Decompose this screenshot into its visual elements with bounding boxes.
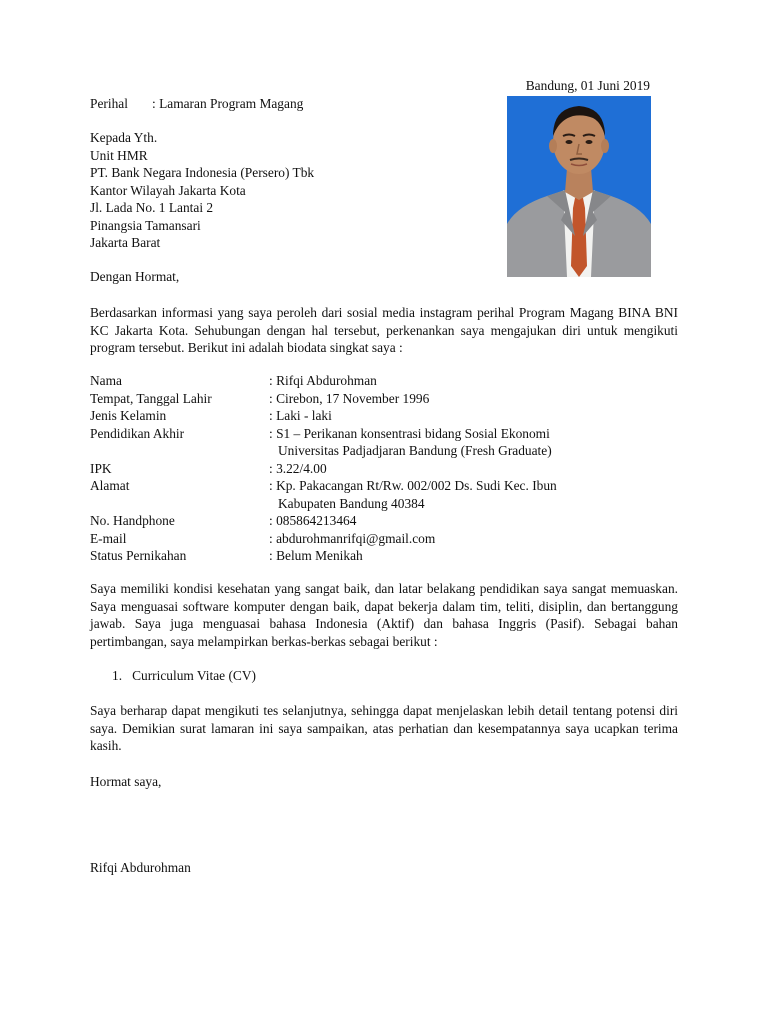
biodata-key: IPK [90, 460, 112, 476]
paragraph-qualifications: Saya memiliki kondisi kesehatan yang sangat baik, dan latar belakang pendidikan saya sangat memuaskan. Saya menguasai software komputer dengan baik, dapat bekerja dalam tim, teliti, disiplin, dan bertanggung jawab. Saya juga menguasai bahasa Indonesia (Aktif) dan bahasa Inggris (Pasif). Sebagai bahan pertimbangan, saya melampirkan berkas-berkas sebagai berikut : [90, 581, 678, 649]
biodata-row [90, 407, 680, 425]
recipient-line: PT. Bank Negara Indonesia (Persero) Tbk [90, 165, 315, 180]
paragraph-closing: Saya berharap dapat mengikuti tes selanjutnya, sehingga dapat menjelaskan lebih detail tentang potensi diri saya. Demikian surat lamaran ini saya sampaikan, atas perhatian dan kesempatannya saya ucapkan terima kasih. [90, 703, 678, 753]
biodata-key: No. Handphone [90, 513, 175, 528]
biodata-row [90, 547, 680, 565]
biodata-table [90, 372, 680, 565]
salutation: Dengan Hormat, [90, 269, 180, 284]
biodata-value-continued: Kabupaten Bandung 40384 [278, 495, 425, 511]
biodata-value: : Belum Menikah [269, 548, 363, 563]
biodata-row [90, 477, 680, 512]
attachment-item: 1. Curriculum Vitae (CV) [112, 668, 256, 683]
biodata-key: Pendidikan Akhir [90, 425, 185, 441]
applicant-photo [507, 96, 651, 277]
biodata-value: : S1 – Perikanan konsentrasi bidang Sosial Ekonomi [269, 425, 550, 441]
biodata-value: : 085864213464 [269, 513, 357, 528]
subject-line [90, 95, 303, 113]
biodata-row [90, 530, 680, 548]
recipient-line: Unit HMR [90, 147, 148, 163]
biodata-value: : Laki - laki [269, 408, 332, 423]
subject-label: Perihal [90, 96, 128, 111]
recipient-line: Jl. Lada No. 1 Lantai 2 [90, 200, 214, 215]
recipient-address [90, 129, 314, 252]
letter-date: Bandung, 01 Juni 2019 [525, 78, 650, 93]
biodata-key: Status Pernikahan [90, 548, 187, 563]
recipient-line: Kepada Yth. [90, 130, 158, 145]
biodata-key: Nama [90, 373, 122, 388]
biodata-value: : Kp. Pakacangan Rt/Rw. 002/002 Ds. Sudi Kec. Ibun [269, 478, 557, 493]
biodata-key: Alamat [90, 478, 130, 493]
recipient-line: Kantor Wilayah Jakarta Kota [90, 182, 246, 198]
attachment-list [112, 667, 256, 685]
signer-name: Rifqi Abdurohman [90, 860, 191, 875]
biodata-key: Tempat, Tanggal Lahir [90, 390, 212, 406]
biodata-row [90, 512, 680, 530]
biodata-value-continued: Universitas Padjadjaran Bandung (Fresh Graduate) [278, 443, 552, 458]
biodata-value: : Rifqi Abdurohman [269, 373, 377, 388]
biodata-row [90, 390, 680, 408]
biodata-row [90, 425, 680, 460]
biodata-value: : Cirebon, 17 November 1996 [269, 390, 430, 406]
biodata-value: : 3.22/4.00 [269, 460, 327, 476]
biodata-key: E-mail [90, 530, 127, 546]
recipient-line: Jakarta Barat [90, 235, 161, 250]
biodata-row [90, 460, 680, 478]
biodata-key: Jenis Kelamin [90, 408, 167, 423]
recipient-line: Pinangsia Tamansari [90, 217, 201, 233]
closing-phrase: Hormat saya, [90, 774, 162, 789]
biodata-row [90, 372, 680, 390]
biodata-value: : abdurohmanrifqi@gmail.com [269, 530, 436, 546]
paragraph-intro: Berdasarkan informasi yang saya peroleh dari sosial media instagram perihal Program Magang BINA BNI KC Jakarta Kota. Sehubungan dengan hal tersebut, perkenankan saya mengajukan diri untuk mengikuti program tersebut. Berikut ini adalah biodata singkat saya : [90, 305, 678, 355]
subject-value: : Lamaran Program Magang [152, 96, 304, 111]
